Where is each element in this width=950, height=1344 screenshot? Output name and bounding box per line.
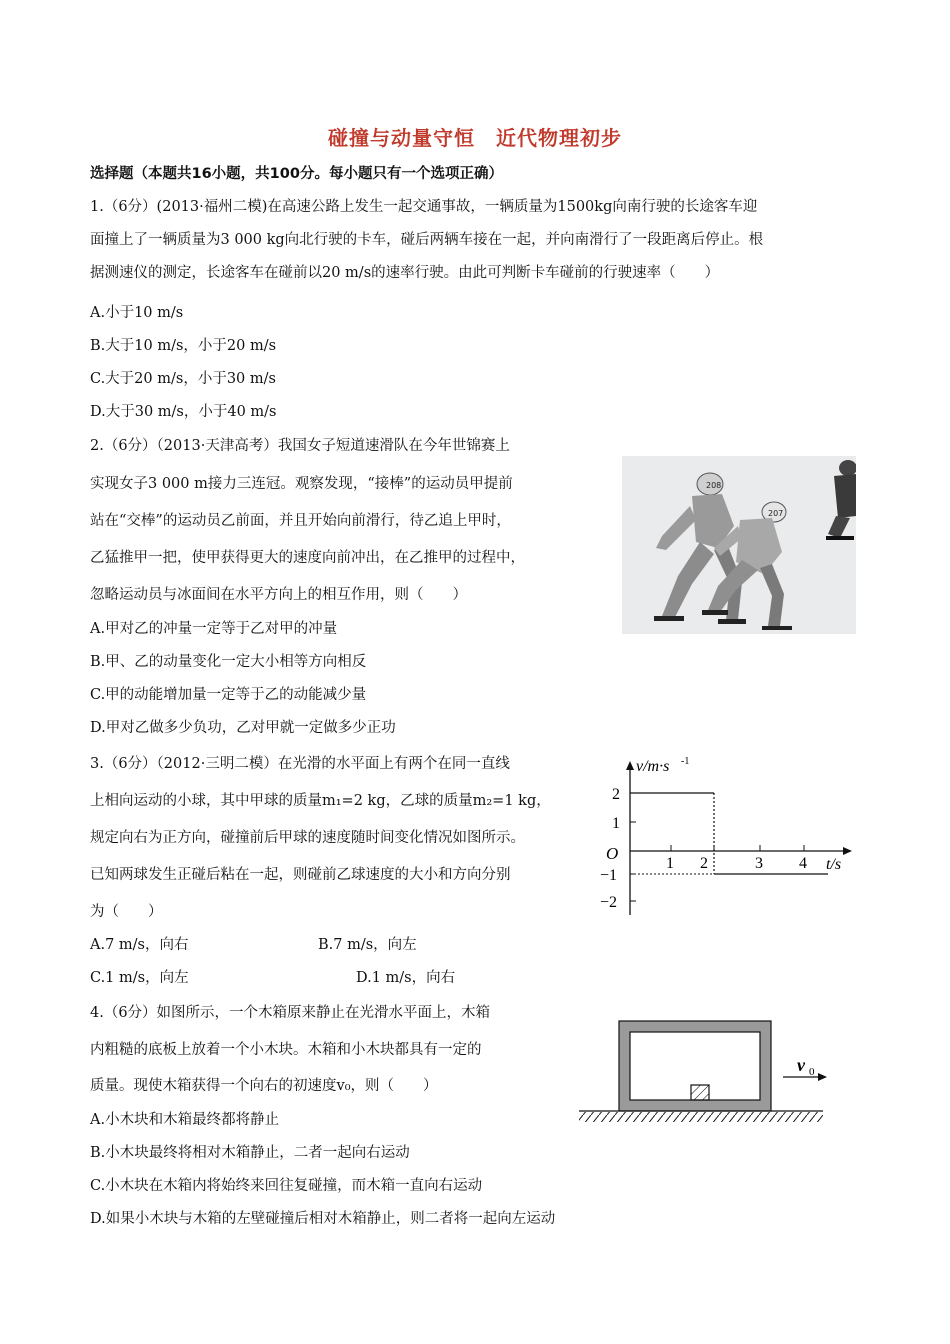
q4-stem-line-1: 4.（6分）如图所示，一个木箱原来静止在光滑水平面上，木箱	[90, 1005, 491, 1021]
page-title: 碰撞与动量守恒 近代物理初步	[328, 126, 622, 150]
q2-stem-line-4: 乙猛推甲一把，使甲获得更大的速度向前冲出，在乙推甲的过程中，	[90, 550, 525, 566]
x-axis-label: t/s	[826, 856, 842, 873]
origin-label: O	[606, 844, 619, 863]
x-tick-4: 4	[799, 855, 807, 872]
q1-option-c: C.大于20 m/s，小于30 m/s	[90, 371, 276, 387]
vt-graph-svg	[590, 755, 860, 925]
q3-option-c: C.1 m/s，向左	[90, 970, 189, 986]
x-tick-1: 1	[666, 855, 674, 872]
bib-207: 207	[768, 509, 784, 518]
speed-skating-photo	[622, 456, 856, 634]
y-tick-2: 2	[612, 786, 620, 803]
small-wooden-block	[691, 1085, 709, 1100]
y-tick-minus-2: −2	[600, 894, 618, 911]
q3-stem-line-3: 规定向右为正方向，碰撞前后甲球的速度随时间变化情况如图所示。	[90, 830, 525, 846]
x-tick-3: 3	[755, 855, 763, 872]
q1-stem-line-2: 面撞上了一辆质量为3 000 kg向北行驶的卡车，碰后两辆车接在一起，并向南滑行了一段距离后停止。根	[90, 232, 764, 248]
q4-stem-line-2: 内粗糙的底板上放着一个小木块。木箱和小木块都具有一定的	[90, 1042, 482, 1058]
x-axis-arrow	[843, 847, 852, 855]
q2-stem-line-1: 2.（6分）（2013·天津高考）我国女子短道速滑队在今年世锦赛上	[90, 438, 510, 454]
q1-option-d: D.大于30 m/s，小于40 m/s	[90, 404, 277, 420]
velocity-time-graph	[590, 755, 860, 925]
q2-option-d: D.甲对乙做多少负功，乙对甲就一定做多少正功	[90, 720, 396, 736]
q2-stem-line-3: 站在“交棒”的运动员乙前面，并且开始向前滑行，待乙追上甲时，	[90, 513, 511, 529]
y-axis-label: v/m·s	[636, 758, 670, 775]
q2-option-b: B.甲、乙的动量变化一定大小相等方向相反	[90, 654, 367, 670]
skaters-illustration	[622, 456, 856, 634]
q1-stem-line-3: 据测速仪的测定，长途客车在碰前以20 m/s的速率行驶。由此可判断卡车碰前的行驶速率（ ）	[90, 265, 720, 281]
q3-stem-line-2: 上相向运动的小球，其中甲球的质量m₁=2 kg，乙球的质量m₂=1 kg，	[90, 793, 551, 809]
q3-option-b: B.7 m/s，向左	[318, 937, 417, 953]
q1-stem-line-1: 1.（6分）(2013·福州二模)在高速公路上发生一起交通事故，一辆质量为1500kg向南行驶的长途客车迎	[90, 199, 758, 215]
q4-option-c: C.小木块在木箱内将始终来回往复碰撞，而木箱一直向右运动	[90, 1178, 483, 1194]
v0-subscript: 0	[809, 1066, 815, 1078]
velocity-arrowhead	[818, 1073, 827, 1081]
q3-stem-line-1: 3.（6分）（2012·三明二模）在光滑的水平面上有两个在同一直线	[90, 756, 510, 772]
q4-option-b: B.小木块最终将相对木箱静止，二者一起向右运动	[90, 1145, 410, 1161]
q2-option-a: A.甲对乙的冲量一定等于乙对甲的冲量	[90, 621, 338, 637]
q2-stem-line-2: 实现女子3 000 m接力三连冠。观察发现，“接棒”的运动员甲提前	[90, 476, 513, 492]
x-tick-2: 2	[700, 855, 708, 872]
q3-stem-line-5: 为（ ）	[90, 904, 163, 920]
q2-option-c: C.甲的动能增加量一定等于乙的动能减少量	[90, 687, 367, 703]
y-tick-1: 1	[612, 815, 620, 832]
bib-208: 208	[706, 481, 722, 490]
q1-option-b: B.大于10 m/s，小于20 m/s	[90, 338, 277, 354]
wooden-box-diagram	[575, 1015, 835, 1130]
box-diagram-svg	[575, 1015, 835, 1130]
q4-stem-line-3: 质量。现使木箱获得一个向右的初速度v₀，则（ ）	[90, 1078, 438, 1094]
q2-stem-line-5: 忽略运动员与冰面间在水平方向上的相互作用，则（ ）	[90, 587, 467, 603]
q4-option-a: A.小木块和木箱最终都将静止	[90, 1112, 280, 1128]
q4-option-d: D.如果小木块与木箱的左壁碰撞后相对木箱静止，则二者将一起向左运动	[90, 1211, 556, 1227]
section-heading: 选择题（本题共16小题，共100分。每小题只有一个选项正确）	[90, 166, 503, 182]
y-tick-minus-1: −1	[600, 867, 618, 884]
ground-hatching	[579, 1112, 823, 1122]
q3-option-a: A.7 m/s，向右	[90, 937, 189, 953]
y-axis-arrow	[626, 761, 634, 770]
y-axis-label-exponent: -1	[681, 756, 690, 767]
q3-stem-line-4: 已知两球发生正碰后粘在一起，则碰前乙球速度的大小和方向分别	[90, 867, 511, 883]
q3-option-d: D.1 m/s，向右	[356, 970, 456, 986]
q1-option-a: A.小于10 m/s	[90, 305, 184, 321]
v0-label: v	[797, 1055, 805, 1075]
